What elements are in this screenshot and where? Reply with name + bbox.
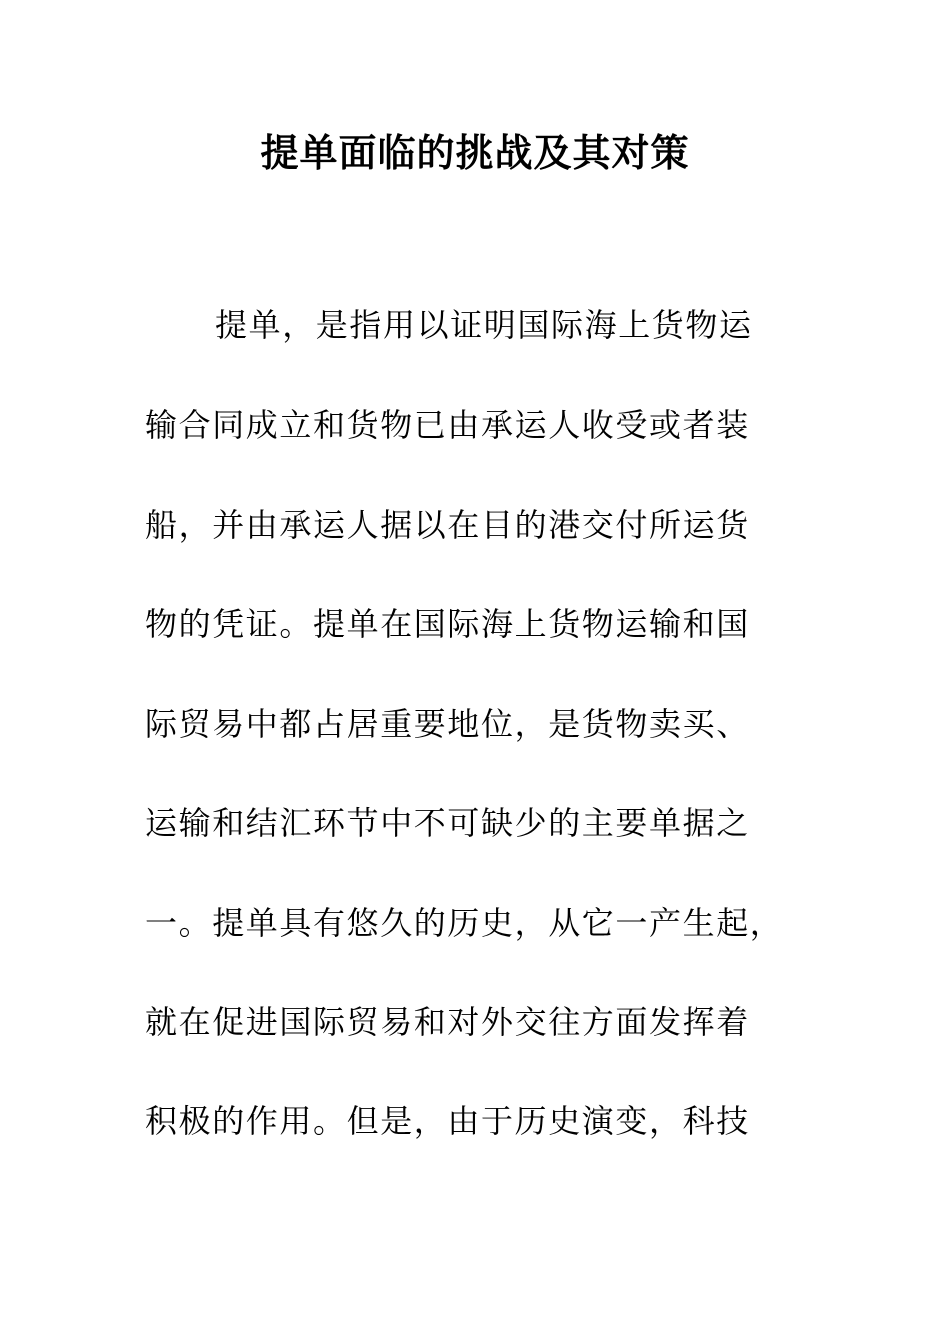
paragraph-line: 际贸易中都占居重要地位，是货物卖买、 [145, 705, 750, 743]
paragraph-line: 输合同成立和货物已由承运人收受或者装 [145, 406, 750, 444]
paragraph-line: 积极的作用。但是，由于历史演变，科技 [145, 1102, 750, 1140]
paragraph-line: 船，并由承运人据以在目的港交付所运货 [145, 506, 750, 544]
paragraph-line: 提单，是指用以证明国际海上货物运 [215, 306, 753, 344]
paragraph-line: 运输和结汇环节中不可缺少的主要单据之 [145, 804, 750, 842]
paragraph-line: 一。提单具有悠久的历史，从它一产生起， [145, 904, 784, 942]
paragraph-line: 物的凭证。提单在国际海上货物运输和国 [145, 605, 750, 643]
paragraph-line: 就在促进国际贸易和对外交往方面发挥着 [145, 1003, 750, 1041]
document-title: 提单面临的挑战及其对策 [260, 130, 690, 175]
